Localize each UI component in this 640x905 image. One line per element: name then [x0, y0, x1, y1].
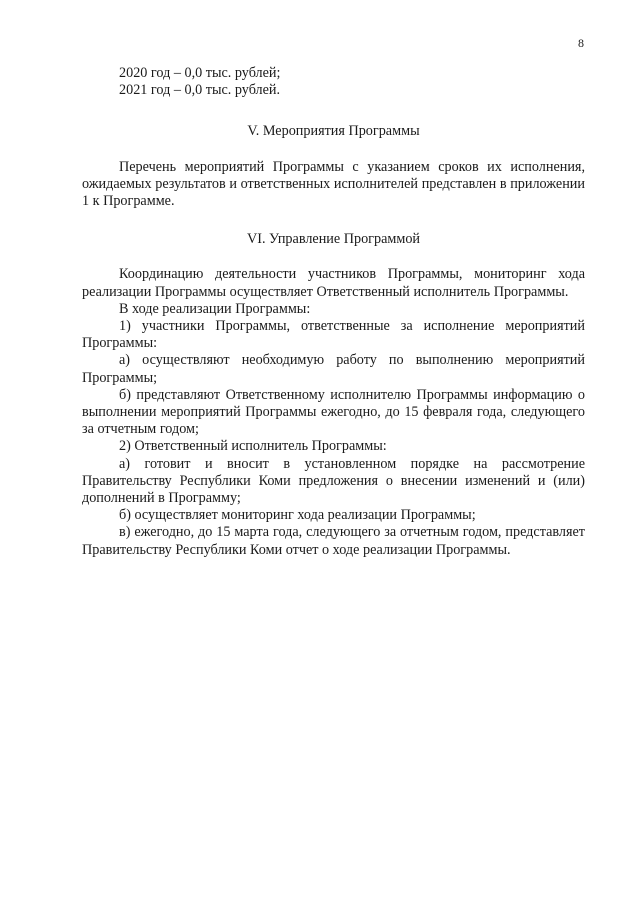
- section-6-paragraph: 2) Ответственный исполнитель Программы:: [119, 438, 387, 455]
- section-5-paragraph: Перечень мероприятий Программы с указанием сроков их исполнения, ожидаемых результатов и ответственных исполнителей представлен в приложении 1 к Программе.: [82, 158, 585, 210]
- section-6-paragraph: В ходе реализации Программы:: [119, 300, 311, 317]
- section-6-paragraph: а) осуществляют необходимую работу по выполнению мероприятий Программы;: [82, 352, 585, 386]
- section-6-paragraph: б) представляют Ответственному исполнителю Программы информацию о выполнении мероприятий Программы ежегодно, до 15 февраля года, следующего за отчетным годом;: [82, 386, 585, 438]
- section-6-paragraph: Координацию деятельности участников Программы, мониторинг хода реализации Программы осуществляет Ответственный исполнитель Программы.: [82, 266, 585, 300]
- budget-line-2021: 2021 год – 0,0 тыс. рублей.: [119, 82, 281, 99]
- page-number: 8: [578, 36, 584, 50]
- budget-line-2020: 2020 год – 0,0 тыс. рублей;: [119, 65, 281, 81]
- budget-lines: [119, 65, 585, 99]
- section-6-heading: VI. Управление Программой: [246, 231, 421, 248]
- section-6-paragraph: б) осуществляет мониторинг хода реализации Программы;: [119, 507, 476, 524]
- section-6-paragraph: 1) участники Программы, ответственные за исполнение мероприятий Программы:: [82, 318, 585, 352]
- document-body: [82, 65, 585, 559]
- section-6-paragraph: а) готовит и вносит в установленном порядке на рассмотрение Правительству Республики Коми предложения о внесении изменений и (или) дополнений в Программу;: [82, 455, 585, 507]
- section-6-paragraph: в) ежегодно, до 15 марта года, следующего за отчетным годом, представляет Правительству Республики Коми отчет о ходе реализации Программы.: [82, 524, 585, 558]
- section-5-heading: V. Мероприятия Программы: [247, 123, 420, 140]
